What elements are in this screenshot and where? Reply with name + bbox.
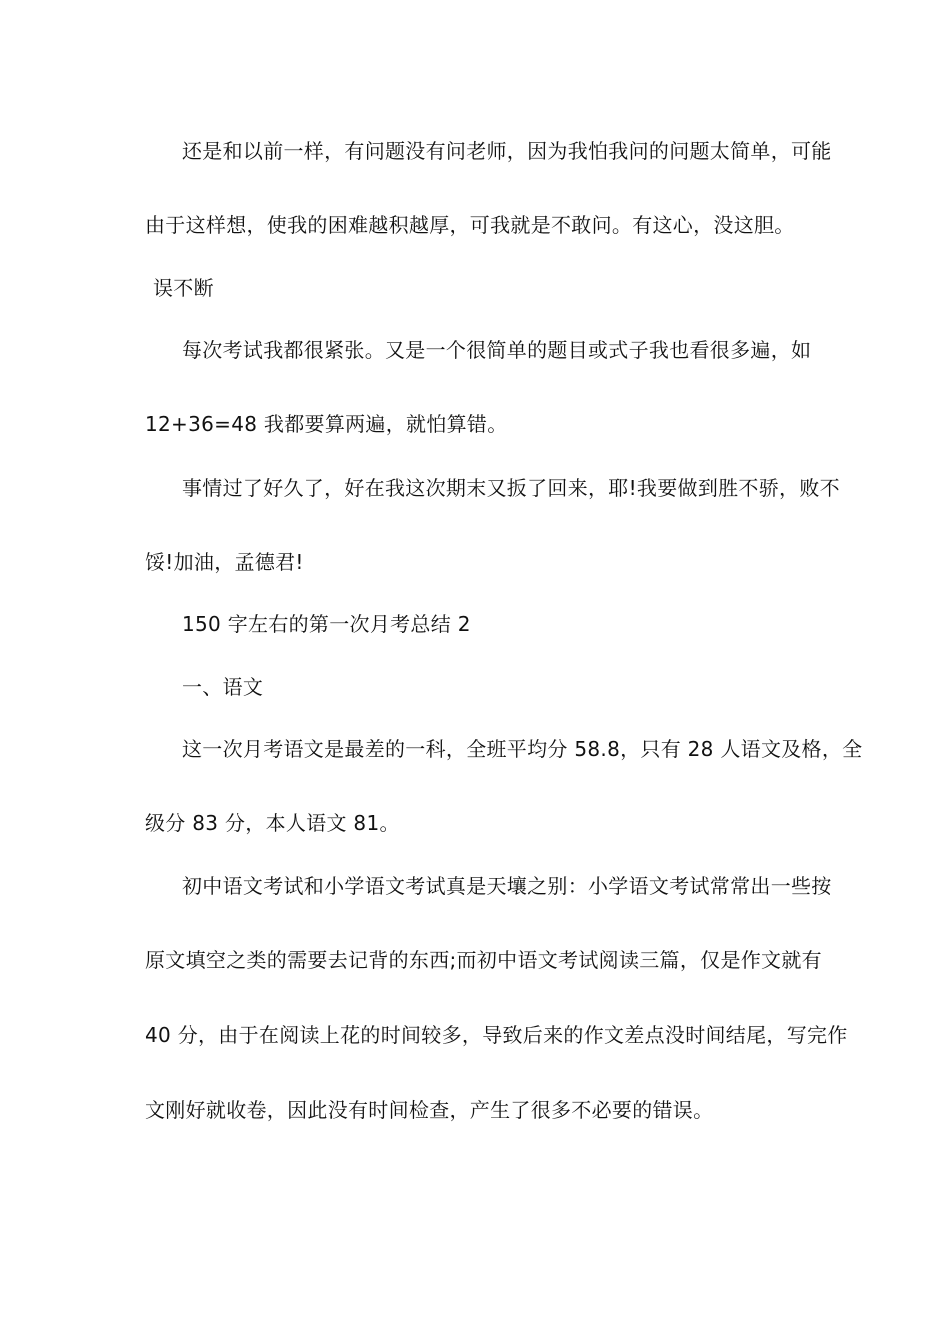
paragraph-line: 原文填空之类的需要去记背的东西;而初中语文考试阅读三篇，仅是作文就有 — [145, 948, 822, 972]
paragraph-line: 由于这样想，使我的困难越积越厚，可我就是不敢问。有这心，没这胆。 — [145, 213, 795, 237]
section-title: 150 字左右的第一次月考总结 2 — [182, 612, 471, 636]
section-heading: 一、语文 — [182, 675, 264, 699]
paragraph-line: 还是和以前一样，有问题没有问老师，因为我怕我问的问题太简单，可能 — [182, 139, 832, 163]
paragraph-line: 每次考试我都很紧张。又是一个很简单的题目或式子我也看很多遍，如 — [182, 338, 812, 362]
paragraph-line: 事情过了好久了，好在我这次期末又扳了回来，耶!我要做到胜不骄，败不 — [182, 476, 840, 500]
paragraph-line: 馁!加油，孟德君! — [145, 550, 304, 574]
section-label: 误不断 — [153, 276, 214, 300]
paragraph-line: 初中语文考试和小学语文考试真是天壤之别：小学语文考试常常出一些按 — [182, 874, 832, 898]
paragraph-line: 级分 83 分，本人语文 81。 — [145, 811, 400, 835]
paragraph-line: 40 分，由于在阅读上花的时间较多，导致后来的作文差点没时间结尾，写完作 — [145, 1023, 848, 1047]
paragraph-line: 文刚好就收卷，因此没有时间检查，产生了很多不必要的错误。 — [145, 1098, 714, 1122]
paragraph-line: 12+36=48 我都要算两遍，就怕算错。 — [145, 412, 508, 436]
paragraph-line: 这一次月考语文是最差的一科，全班平均分 58.8，只有 28 人语文及格，全 — [182, 737, 863, 761]
